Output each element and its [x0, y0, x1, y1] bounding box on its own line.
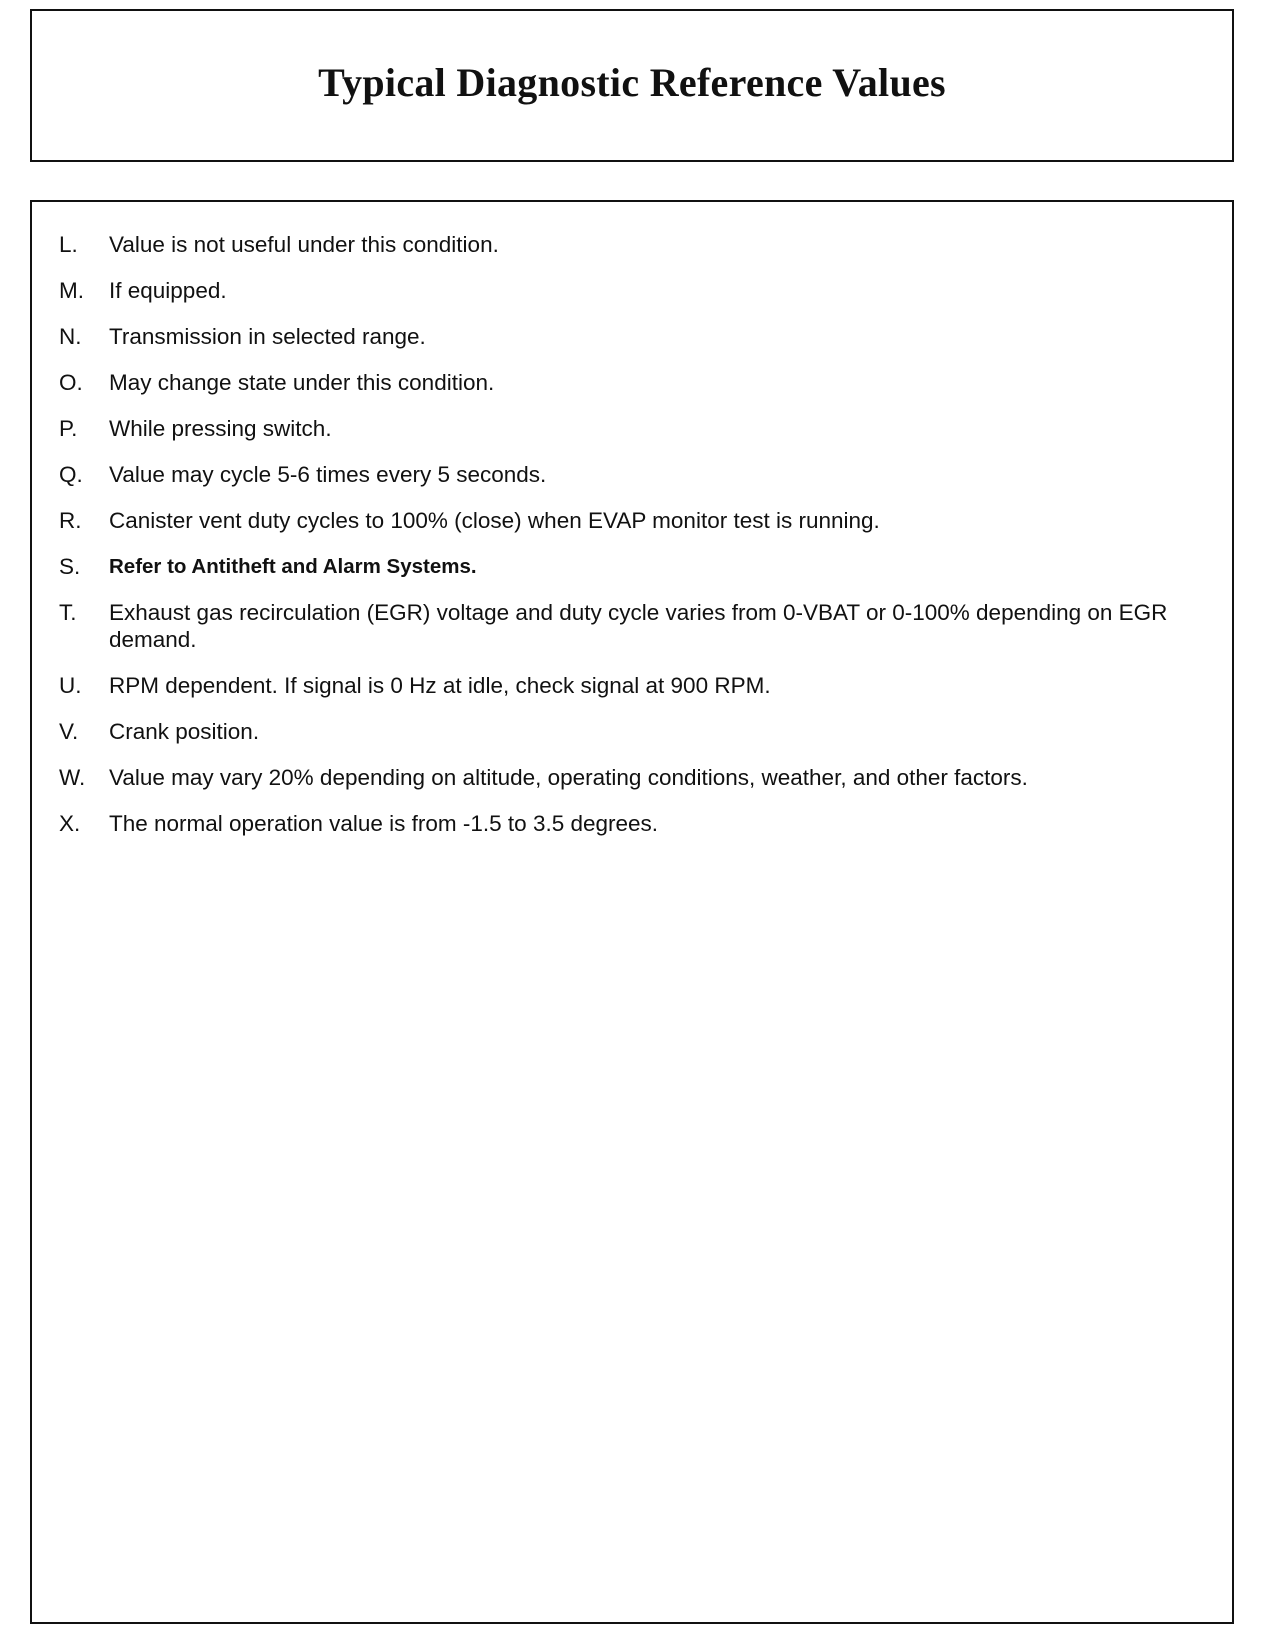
- note-text: Value is not useful under this condition.: [109, 232, 499, 257]
- note-letter: O.: [59, 370, 83, 395]
- note-letter: W.: [59, 765, 86, 790]
- notes-list: [59, 231, 1219, 856]
- note-item-u: [59, 672, 1219, 699]
- note-letter: S.: [59, 554, 81, 579]
- note-text: May change state under this condition.: [109, 370, 495, 395]
- page-title: Typical Diagnostic Reference Values: [318, 60, 946, 105]
- note-text: Canister vent duty cycles to 100% (close) when EVAP monitor test is running.: [109, 508, 880, 533]
- note-item-m: [59, 277, 1219, 304]
- note-letter: Q.: [59, 462, 83, 487]
- note-item-w: [59, 764, 1219, 791]
- note-item-q: [59, 461, 1219, 488]
- note-text: Exhaust gas recirculation (EGR) voltage and duty cycle varies from 0-VBAT or 0-100% depending on EGR demand.: [109, 600, 1168, 652]
- note-item-r: [59, 507, 1219, 534]
- notes-box: [30, 200, 1234, 1624]
- note-letter: T.: [59, 600, 77, 625]
- note-text: RPM dependent. If signal is 0 Hz at idle, check signal at 900 RPM.: [109, 673, 771, 698]
- title-box: [30, 9, 1234, 162]
- note-text: Value may vary 20% depending on altitude, operating conditions, weather, and other factors.: [109, 765, 1028, 790]
- note-item-l: [59, 231, 1219, 258]
- note-letter: M.: [59, 278, 84, 303]
- note-letter: X.: [59, 811, 81, 836]
- note-item-s: [59, 553, 1219, 580]
- note-text: Crank position.: [109, 719, 260, 744]
- note-text: If equipped.: [109, 278, 227, 303]
- note-letter: P.: [59, 416, 78, 441]
- note-item-o: [59, 369, 1219, 396]
- note-letter: R.: [59, 508, 82, 533]
- note-text: Value may cycle 5-6 times every 5 seconds.: [109, 462, 547, 487]
- note-letter: N.: [59, 324, 82, 349]
- note-item-p: [59, 415, 1219, 442]
- note-text: The normal operation value is from -1.5 to 3.5 degrees.: [109, 811, 659, 836]
- note-item-n: [59, 323, 1219, 350]
- note-item-t: [59, 599, 1219, 653]
- note-text: Refer to Antitheft and Alarm Systems.: [109, 555, 477, 578]
- note-text: Transmission in selected range.: [109, 324, 426, 349]
- note-letter: L.: [59, 232, 78, 257]
- note-letter: U.: [59, 673, 82, 698]
- note-text: While pressing switch.: [109, 416, 332, 441]
- note-item-x: [59, 810, 1219, 837]
- note-item-v: [59, 718, 1219, 745]
- note-letter: V.: [59, 719, 79, 744]
